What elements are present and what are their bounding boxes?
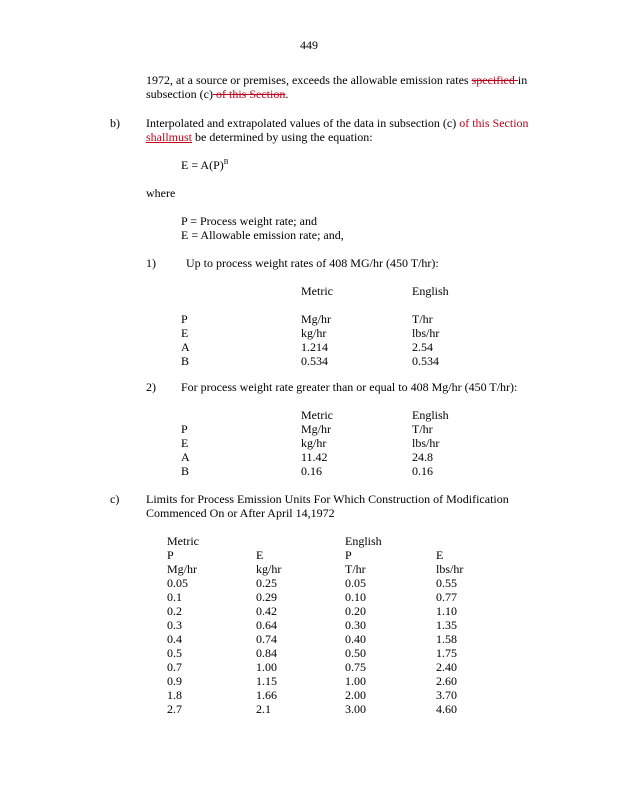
metric-value: 0.534	[301, 354, 328, 368]
equation-text: E = A(P)	[181, 158, 224, 172]
equation-exponent: B	[223, 158, 229, 166]
table-cell: Mg/hr	[167, 562, 197, 576]
english-value: 0.16	[412, 464, 433, 478]
table-cell: 0.25	[256, 576, 277, 590]
table-cell: 1.15	[256, 674, 277, 688]
table-cell: 0.20	[345, 604, 366, 618]
symbol-a: A	[181, 340, 190, 354]
table-cell: 0.40	[345, 632, 366, 646]
section-b-line-2	[146, 130, 373, 144]
section-b-text: Interpolated and extrapolated values of the data in subsection (c)	[146, 116, 460, 130]
equation	[181, 158, 228, 172]
table-cell: E	[256, 548, 264, 562]
continuation-text-2: subsection (c)	[146, 87, 213, 101]
table-cell: 0.55	[436, 576, 457, 590]
metric-value: Mg/hr	[301, 422, 331, 436]
item-2-metric-values	[301, 422, 331, 478]
deleted-shall: shall	[146, 130, 169, 144]
table-col-metric-p	[167, 548, 197, 716]
table-cell: 0.9	[167, 674, 182, 688]
table-cell: 0.29	[256, 590, 277, 604]
item-1-header-english: English	[412, 284, 449, 298]
metric-value: 1.214	[301, 340, 328, 354]
table-cell: 0.30	[345, 618, 366, 632]
table-cell: 0.5	[167, 646, 182, 660]
table-cell: P	[345, 548, 352, 562]
metric-value: kg/hr	[301, 326, 327, 340]
table-cell: 1.00	[345, 674, 366, 688]
symbol-a: A	[181, 450, 190, 464]
table-col-english-p	[345, 548, 366, 716]
item-2-header-metric: Metric	[301, 408, 333, 422]
section-c-line-2: Commenced On or After April 14,1972	[146, 506, 335, 520]
table-cell: 0.7	[167, 660, 182, 674]
table-cell: 1.66	[256, 688, 277, 702]
table-cell: 0.74	[256, 632, 277, 646]
table-cell: 1.75	[436, 646, 457, 660]
table-cell: 4.60	[436, 702, 457, 716]
metric-value: 0.16	[301, 464, 322, 478]
symbol-b: B	[181, 464, 190, 478]
section-c-line-1: Limits for Process Emission Units For Which Construction of Modification	[146, 492, 509, 506]
table-cell: 0.50	[345, 646, 366, 660]
english-value: T/hr	[412, 422, 433, 436]
table-cell: 2.60	[436, 674, 457, 688]
section-b-label: b)	[110, 116, 120, 130]
table-cell: 0.77	[436, 590, 457, 604]
table-cell: 0.64	[256, 618, 277, 632]
table-cell: 1.10	[436, 604, 457, 618]
deleted-text-2: of this Section	[212, 87, 286, 101]
inserted-text: of this Section	[459, 116, 529, 130]
table-cell: 2.7	[167, 702, 182, 716]
deleted-text: specified	[471, 73, 518, 87]
table-english-header: English	[345, 534, 382, 548]
table-cell: 0.05	[345, 576, 366, 590]
table-cell: 0.10	[345, 590, 366, 604]
table-cell: 0.4	[167, 632, 182, 646]
english-value: 0.534	[412, 354, 439, 368]
continuation-tail: in	[517, 73, 528, 87]
table-cell: lbs/hr	[436, 562, 464, 576]
item-2-symbols	[181, 422, 190, 478]
item-2-text: For process weight rate greater than or equal to 408 Mg/hr (450 T/hr):	[181, 380, 518, 394]
symbol-b: B	[181, 354, 190, 368]
symbol-e: E	[181, 326, 189, 340]
table-cell: 3.70	[436, 688, 457, 702]
continuation-line-2	[146, 87, 288, 101]
table-cell: 3.00	[345, 702, 366, 716]
table-cell: 0.1	[167, 590, 182, 604]
symbol-p: P	[181, 422, 188, 436]
english-value: lbs/hr	[412, 436, 440, 450]
table-cell: 0.84	[256, 646, 277, 660]
table-cell: T/hr	[345, 562, 366, 576]
table-metric-header: Metric	[167, 534, 199, 548]
table-cell: 0.05	[167, 576, 188, 590]
table-cell: 2.40	[436, 660, 457, 674]
english-value: 24.8	[412, 450, 433, 464]
item-1-text: Up to process weight rates of 408 MG/hr (450 T/hr):	[186, 256, 439, 270]
item-1-header-metric: Metric	[301, 284, 333, 298]
section-b-line-1	[146, 116, 529, 130]
page-number: 449	[300, 38, 318, 52]
table-cell: 0.42	[256, 604, 277, 618]
table-cell: E	[436, 548, 444, 562]
english-value: T/hr	[412, 312, 433, 326]
item-1-english-values	[412, 312, 439, 368]
metric-value: Mg/hr	[301, 312, 331, 326]
item-2-header-english: English	[412, 408, 449, 422]
item-1-metric-values	[301, 312, 331, 368]
definition-p: P = Process weight rate; and	[181, 214, 317, 228]
table-cell: 1.35	[436, 618, 457, 632]
table-cell: 2.1	[256, 702, 271, 716]
continuation-line-1	[146, 73, 527, 87]
table-cell: 1.58	[436, 632, 457, 646]
table-cell: 0.75	[345, 660, 366, 674]
item-2-label: 2)	[146, 380, 156, 394]
section-c-label: c)	[110, 492, 120, 506]
item-1-label: 1)	[146, 256, 156, 270]
table-cell: 1.8	[167, 688, 182, 702]
item-2-english-values	[412, 422, 439, 478]
metric-value: 11.42	[301, 450, 328, 464]
english-value: lbs/hr	[412, 326, 440, 340]
table-cell: 2.00	[345, 688, 366, 702]
inserted-must: must	[168, 130, 193, 144]
table-cell: 0.2	[167, 604, 182, 618]
table-cell: 0.3	[167, 618, 182, 632]
table-cell: kg/hr	[256, 562, 282, 576]
definition-e: E = Allowable emission rate; and,	[181, 228, 344, 242]
continuation-text: 1972, at a source or premises, exceeds the allowable emission rates	[146, 73, 472, 87]
table-col-metric-e	[256, 548, 281, 716]
section-b-text-2: be determined by using the equation:	[192, 130, 373, 144]
symbol-e: E	[181, 436, 189, 450]
english-value: 2.54	[412, 340, 433, 354]
where-label: where	[146, 186, 176, 200]
item-1-symbols	[181, 312, 190, 368]
metric-value: kg/hr	[301, 436, 327, 450]
table-col-english-e	[436, 548, 463, 716]
table-cell: P	[167, 548, 174, 562]
symbol-p: P	[181, 312, 188, 326]
continuation-period: .	[285, 87, 289, 101]
table-cell: 1.00	[256, 660, 277, 674]
